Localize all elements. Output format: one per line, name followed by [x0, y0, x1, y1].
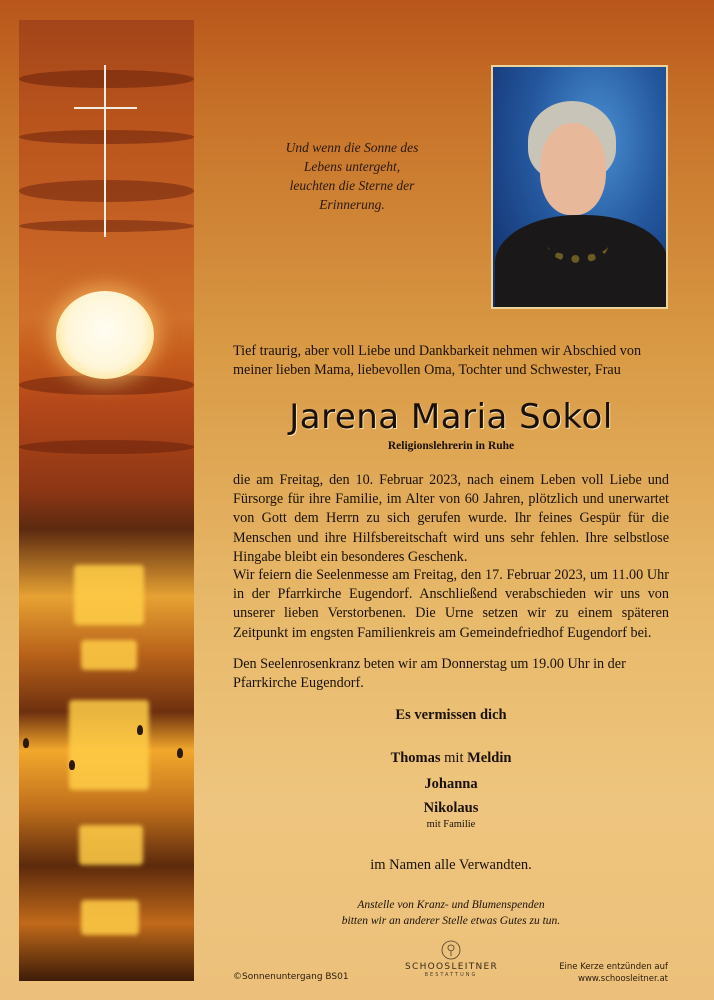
deceased-title: Religionslehrerin in Ruhe [387, 440, 515, 452]
mourner-name: Thomas [390, 750, 441, 766]
mourner-name: Johanna [424, 776, 478, 792]
portrait-necklace [548, 229, 608, 263]
cross-icon [104, 65, 106, 237]
sunset-image [19, 20, 194, 981]
candle-url[interactable]: www.schoosleitner.at [578, 974, 668, 984]
quote-line: Und wenn die Sonne des [285, 140, 419, 155]
candle-text: Eine Kerze entzünden auf [559, 962, 668, 972]
sun-reflection [81, 640, 137, 670]
sun-reflection [79, 825, 143, 865]
cloud-band [19, 180, 194, 202]
bird-icon [137, 725, 143, 735]
donation-note [233, 897, 669, 929]
deceased-name: Jarena Maria Sokol [289, 397, 613, 437]
quote-line: Erinnerung. [319, 197, 385, 212]
paragraph-rosary: Den Seelenrosenkranz beten wir am Donnerstag um 19.00 Uhr in der Pfarrkirche Eugendorf. [233, 656, 626, 692]
cloud-band [19, 70, 194, 88]
bird-icon [177, 748, 183, 758]
mourner-name: Meldin [467, 750, 512, 766]
paragraph-service: Wir feiern die Seelenmesse am Freitag, den 17. Februar 2023, um 11.00 Uhr in der Pfarrkirche Eugendorf. Anschließend verabschieden wir uns von unserer lieben Verstorbenen. Die Urne setzen wir zu einem späteren Zeitpunkt im engsten Familienkreis am Gemeindefriedhof Eugendorf bei. [233, 567, 669, 641]
cloud-band [19, 130, 194, 144]
rose-icon [441, 940, 461, 960]
portrait-photo [491, 65, 668, 309]
mourner-note: mit Familie [426, 819, 476, 830]
donation-note-line: bitten wir an anderer Stelle etwas Gutes zu tun. [341, 915, 561, 927]
sun-reflection [81, 900, 139, 935]
mourners-heading: Es vermissen dich [395, 707, 507, 723]
portrait-face [540, 123, 606, 215]
quote-line: leuchten die Sterne der [289, 178, 415, 193]
memorial-quote [262, 138, 442, 214]
sun-reflection [69, 700, 149, 790]
relatives-line: im Namen alle Verwandten. [370, 857, 532, 873]
logo-subtitle: BESTATTUNG [424, 972, 478, 978]
mourner-line [233, 750, 669, 767]
funeral-home-logo [405, 940, 497, 978]
cloud-band [19, 220, 194, 232]
paragraph-passing: die am Freitag, den 10. Februar 2023, nach einem Leben voll Liebe und Fürsorge für ihre Familie, im Alter von 60 Jahren, plötzlich und unerwartet von Gott dem Herrn zu sich gerufen wurde. Ihr feines Gespür für die Menschen und ihre Hilfsbereitschaft wird uns sehr fehlen. Ihre selbstlose Hingabe bleibt ein besonderes Geschenk. [233, 472, 669, 565]
logo-name: SCHOOSLEITNER [405, 962, 499, 972]
intro-text: Tief traurig, aber voll Liebe und Dankbarkeit nehmen wir Abschied von meiner lieben Mama, liebevollen Oma, Tochter und Schwester, Frau [233, 343, 642, 378]
quote-line: Lebens untergeht, [303, 159, 401, 174]
sun-reflection [74, 565, 144, 625]
image-credit: ©Sonnenuntergang BS01 [233, 972, 349, 982]
candle-link[interactable] [552, 961, 668, 985]
donation-note-line: Anstelle von Kranz- und Blumenspenden [357, 899, 545, 911]
cross-icon-bar [74, 107, 137, 109]
mourner-name: Nikolaus [423, 800, 479, 816]
bird-icon [69, 760, 75, 770]
bird-icon [23, 738, 29, 748]
mourner-connector: mit [440, 750, 468, 766]
cloud-band [19, 440, 194, 454]
sun [56, 291, 154, 379]
